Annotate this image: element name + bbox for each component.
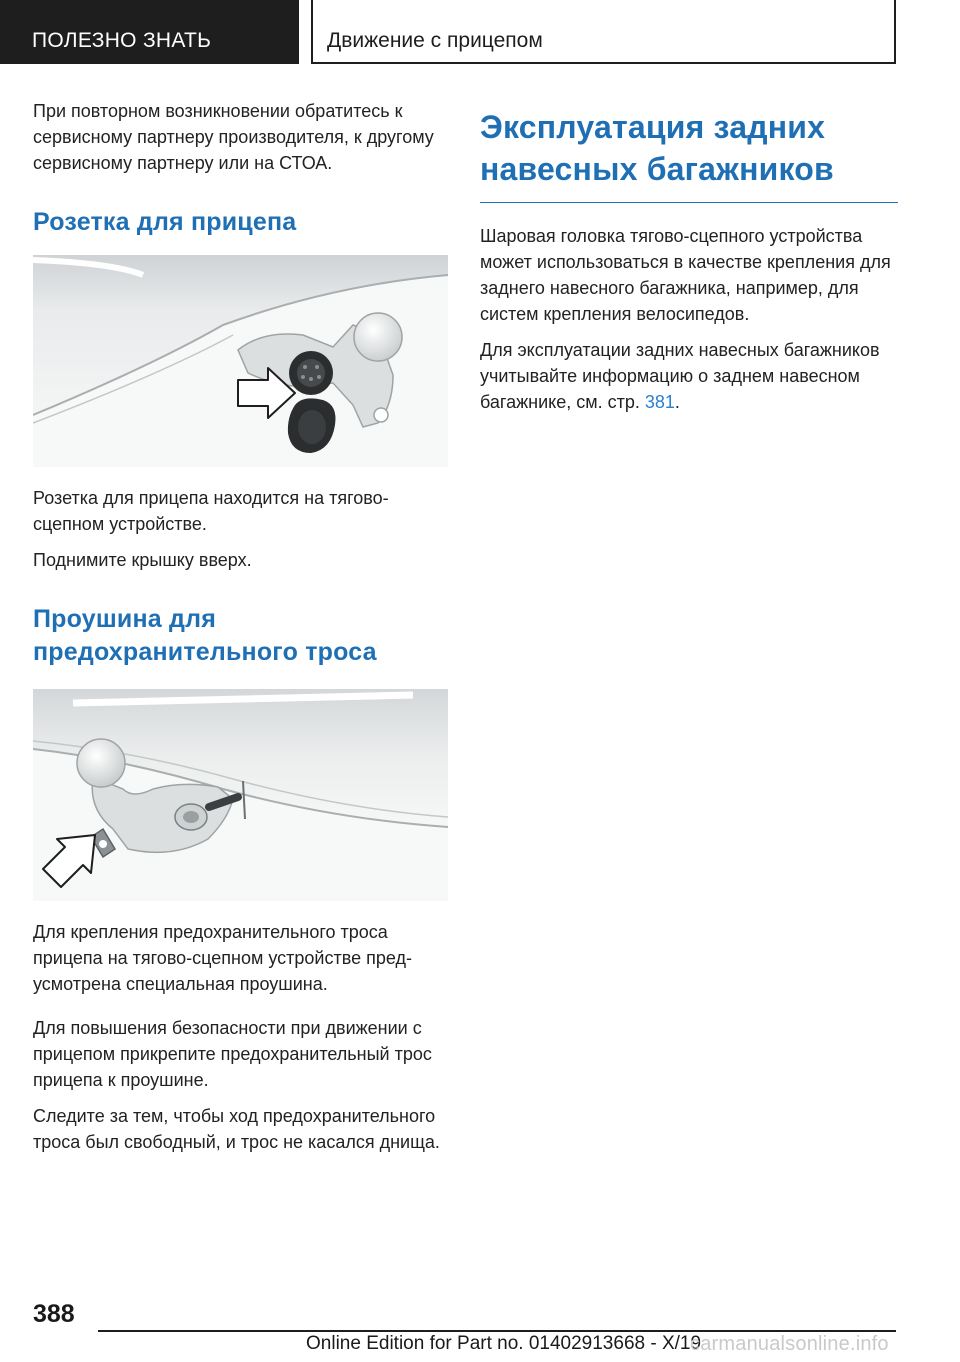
heading-rule [480,202,898,203]
rear-carrier-heading: Эксплуатация задних навесных багажников [480,109,834,187]
footer-rule [98,1330,896,1332]
socket-illustration [33,255,448,467]
footer-edition: Online Edition for Part no. 01402913668 - X/19 [306,1333,702,1354]
safety-eye-paragraph-3: Следите за тем, чтобы ход предохранительного троса был свободный, и трос не касался днища. [33,1106,440,1152]
header-chapter-title: Движение с прицепом [327,29,543,52]
rear-carrier-paragraph-2 [480,337,898,415]
rear-carrier-paragraph-1: Шаровая головка тягово-сцепного устройства может использоваться в качестве крепления для заднего навесного багажника, например, для систем крепления велосипедов. [480,226,891,324]
header-section-title: ПОЛЕЗНО ЗНАТЬ [32,29,212,52]
socket-heading: Розетка для прицепа [33,208,297,236]
header-chapter-tab [311,0,896,64]
rear-carrier-text-end: . [674,392,680,412]
header-section-tab [0,0,299,64]
watermark: carmanualsonline.info [690,1333,889,1355]
left-column [33,98,453,1155]
intro-paragraph: При повторном возникновении обратитесь к сервисному партнеру производителя, к другому сервисному партнеру или на СТОА. [33,101,434,173]
safety-eye-paragraph-2: Для повышения безопасности при движении с прицепом прикрепите предохранительный трос прицепа к проушине. [33,1018,432,1090]
right-column [480,106,898,415]
socket-paragraph-1: Розетка для прицепа находится на тягово-сцепном устройстве. [33,488,389,534]
page-number: 388 [33,1300,75,1328]
safety-eye-heading: Проушина для предохранительного троса [33,605,377,666]
safety-eye-illustration [33,689,448,901]
socket-paragraph-2: Поднимите крышку вверх. [33,550,252,570]
safety-eye-paragraph-1: Для крепления предохранительного троса прицепа на тягово-сцепном устройстве предусмотрена специальная проушина. [33,922,412,994]
rear-carrier-text: Для эксплуатации задних навесных багажников учитывайте информацию о заднем навесном багажнике, см. стр. [480,340,880,412]
page-reference-link[interactable]: 381 [644,392,675,412]
